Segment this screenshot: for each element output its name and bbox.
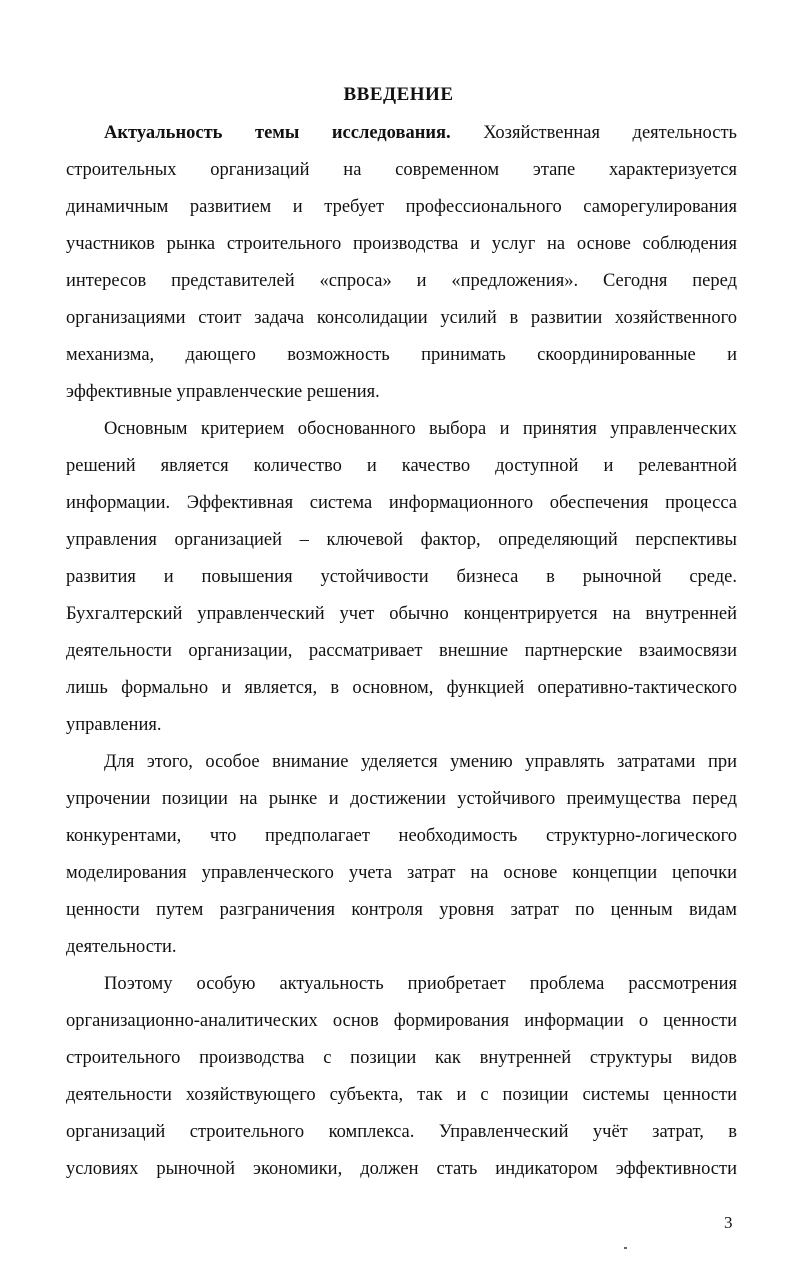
paragraph-line: участников рынка строительного производства и услуг на основе соблюдения [66,234,737,254]
paragraph-line: деятельности. [66,937,177,957]
paragraph-line: деятельности хозяйствующего субъекта, так и с позиции системы ценности [66,1085,737,1105]
paragraph-line: лишь формально и является, в основном, функцией оперативно-тактического [66,678,737,698]
paragraph-line: решений является количество и качество доступной и релевантной [66,456,737,476]
paragraph-3-line-1: Для этого, особое внимание уделяется умению управлять затратами при [104,752,737,772]
paragraph-line: моделирования управленческого учета затрат на основе концепции цепочки [66,863,737,883]
lead-phrase: Актуальность темы исследования. [104,123,451,143]
paragraph-line: управления. [66,715,162,735]
paragraph-line: условиях рыночной экономики, должен стать индикатором эффективности [66,1159,737,1179]
section-heading: ВВЕДЕНИЕ [343,84,454,105]
paragraph-line: упрочении позиции на рынке и достижении устойчивого преимущества перед [66,789,737,809]
scan-speck [624,1247,627,1249]
lead-rest: Хозяйственная деятельность [483,123,737,143]
paragraph-line: эффективные управленческие решения. [66,382,380,402]
paragraph-line: организационно-аналитических основ формирования информации о ценности [66,1011,737,1031]
paragraph-line: конкурентами, что предполагает необходимость структурно-логического [66,826,737,846]
paragraph-line: деятельности организации, рассматривает внешние партнерские взаимосвязи [66,641,737,661]
paragraph-line: развития и повышения устойчивости бизнеса в рыночной среде. [66,567,737,587]
paragraph-line: механизма, дающего возможность принимать скоординированные и [66,345,737,365]
paragraph-2-line-1: Основным критерием обоснованного выбора и принятия управленческих [104,419,737,439]
paragraph-line: строительного производства с позиции как внутренней структуры видов [66,1048,737,1068]
paragraph-line: управления организацией – ключевой фактор, определяющий перспективы [66,530,737,550]
paragraph-line: Бухгалтерский управленческий учет обычно концентрируется на внутренней [66,604,737,624]
paragraph-1-line-1 [104,120,737,146]
page-number: 3 [724,1213,733,1232]
paragraph-line: организаций строительного комплекса. Управленческий учёт затрат, в [66,1122,737,1142]
paragraph-line: ценности путем разграничения контроля уровня затрат по ценным видам [66,900,737,920]
paragraph-line: информации. Эффективная система информационного обеспечения процесса [66,493,737,513]
paragraph-4-line-1: Поэтому особую актуальность приобретает проблема рассмотрения [104,974,737,994]
paragraph-line: интересов представителей «спроса» и «предложения». Сегодня перед [66,271,737,291]
paragraph-line: организациями стоит задача консолидации усилий в развитии хозяйственного [66,308,737,328]
paragraph-line: строительных организаций на современном этапе характеризуется [66,160,737,180]
paragraph-line: динамичным развитием и требует профессионального саморегулирования [66,197,737,217]
